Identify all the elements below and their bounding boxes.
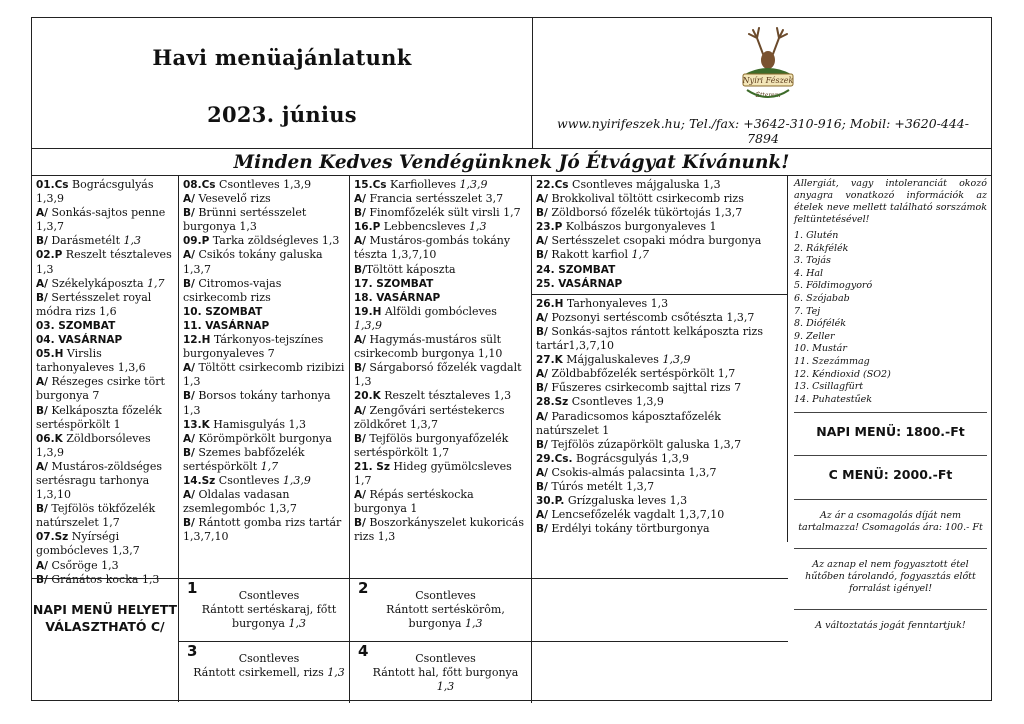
menu-entry (354, 333, 527, 361)
menu-entry (536, 192, 783, 206)
alternative-option (179, 579, 350, 641)
menu-entry-dish: Brokkolival töltött csirkecomb rizs (547, 192, 744, 206)
header-contact-block (533, 18, 991, 148)
storage-note: Az aznap el nem fogyasztott étel hűtőben tárolandó, fogyasztás előtt forralást igényel! (805, 558, 976, 594)
menu-entry-dish: Reszelt tésztaleves 1,3 (380, 389, 512, 403)
menu-entry-dish: Reszelt tésztaleves 1,3 (36, 248, 172, 276)
menu-entry-day: B/ (354, 263, 366, 276)
option-main-text: Rántott sertéskaraj, főtt burgonya (201, 603, 337, 630)
menu-entry-day: A/ (536, 410, 548, 423)
menu-entry-allergens: 1,3 (123, 234, 141, 248)
menu-entry-day: 24. SZOMBAT (536, 263, 616, 276)
menu-entry (354, 488, 527, 516)
menu-entry-day: 20.K (354, 390, 381, 403)
menu-entry (536, 508, 783, 522)
option-main (364, 603, 527, 631)
allergy-intro: Allergiát, vagy intoleranciát okozó anyagra vonatkozó információk az ételek neve mellett található sorszámok feltüntetésével! (794, 178, 987, 225)
menu-entry-dish: Csokis-almás palacsinta 1,3,7 (547, 465, 717, 479)
menu-entry-allergens: 1,3,9 (354, 318, 382, 332)
menu-entry-dish: Szemes babfőzelék sertéspörkölt (183, 445, 305, 473)
menu-entry (183, 516, 345, 544)
menu-entry-dish: Sonkás-sajtos rántott kelkáposzta rizs tartár1,3,7,10 (536, 324, 763, 353)
menu-entry (536, 438, 783, 452)
menu-entry-day: A/ (36, 207, 48, 220)
menu-entry-allergens: 1,7 (260, 459, 279, 473)
menu-entry-dish: Francia sertésszelet 3,7 (365, 192, 504, 206)
menu-entry-day: 12.H (183, 334, 211, 347)
menu-entry-dish: Csontleves 1,3,9 (215, 178, 312, 191)
menu-entry (183, 361, 345, 389)
menu-entry-day: A/ (36, 277, 48, 290)
allergen-item: 1. Glutén (794, 230, 839, 241)
menu-entry-day: 17. SZOMBAT (354, 277, 434, 290)
menu-entry-dish: Sárgaborsó főzelék vagdalt 1,3 (354, 361, 522, 389)
menu-entry (36, 432, 174, 460)
menu-entry-day: 25. VASÁRNAP (536, 277, 623, 290)
menu-entry (183, 248, 345, 276)
menu-entry (354, 291, 527, 305)
menu-entry-dish: Finomfőzelék sült virsli 1,7 (365, 206, 521, 220)
menu-entry-dish: Csontleves (215, 473, 283, 487)
option-number: 1 (187, 579, 198, 597)
allergen-item: 9. Zeller (794, 330, 835, 342)
c-menu-price: C MENÜ: 2000.-Ft (828, 467, 953, 483)
menu-entry (536, 297, 783, 311)
menu-entry-day: A/ (536, 466, 548, 479)
menu-entry (536, 234, 783, 248)
menu-entry (36, 234, 174, 248)
menu-entry-day: 03. SZOMBAT (36, 319, 116, 332)
menu-entry-dish: Lebbencsleves (380, 220, 469, 234)
option-allergens: 1,3 (436, 680, 455, 693)
menu-entry-dish: Tarka zöldségleves 1,3 (209, 234, 340, 248)
menu-entry (183, 488, 345, 516)
month-title: 2023. június (207, 102, 357, 127)
menu-entry (536, 395, 783, 409)
menu-entry-day: A/ (354, 404, 366, 417)
menu-entry-dish: Lencsefőzelék vagdalt 1,3,7,10 (547, 508, 725, 522)
option-text (364, 652, 527, 694)
alternative-option (179, 641, 350, 703)
menu-entry-dish: Zöldbabfőzelék sertéspörkölt 1,7 (547, 367, 736, 381)
menu-entry-dish: Borsos tokány tarhonya 1,3 (183, 389, 331, 417)
option-main (193, 603, 345, 631)
menu-entry-dish: Citromos-vajas csirkecomb rizs (183, 276, 282, 304)
menu-column-week3 (350, 176, 532, 578)
menu-entry-day: A/ (183, 432, 195, 445)
svg-text:Étterem: Étterem (755, 92, 781, 99)
menu-entry-day: B/ (36, 573, 48, 586)
menu-entry-day: 23.P (536, 221, 563, 234)
menu-entry (36, 460, 174, 502)
menu-entry-day: A/ (183, 489, 195, 502)
menu-entry (354, 389, 527, 403)
menu-entry (536, 206, 783, 220)
menu-entry-day: B/ (536, 325, 548, 338)
menu-entry (536, 367, 783, 381)
menu-entry (354, 234, 527, 262)
menu-entry (183, 234, 345, 248)
page-title: Havi menüajánlatunk (152, 45, 412, 70)
menu-entry-day: B/ (183, 446, 195, 459)
menu-entry-dish: Boszorkányszelet kukoricás rizs 1,3 (354, 516, 524, 544)
greeting-banner: Minden Kedves Vendégünknek Jó Étvágyat Kívánunk! (32, 149, 991, 176)
menu-entry (183, 446, 345, 474)
menu-entry-dish: Töltött káposzta (365, 262, 456, 276)
daily-menu-price: NAPI MENÜ: 1800.-Ft (816, 424, 965, 440)
menu-entry-day: B/ (354, 517, 366, 530)
menu-entry (183, 277, 345, 305)
menu-entry-day: B/ (536, 523, 548, 536)
menu-entry (183, 206, 345, 234)
menu-entry (36, 333, 174, 347)
menu-entry (36, 347, 174, 375)
option-allergens: 1,3 (327, 666, 345, 679)
menu-entry-day: 06.K (36, 432, 63, 445)
allergen-item: 3. Tojás (794, 255, 831, 267)
menu-entry (354, 460, 527, 488)
menu-entry-dish: Zöldborsóleves 1,3,9 (36, 431, 151, 459)
menu-entry-day: B/ (536, 480, 548, 493)
menu-entry-day: 11. VASÁRNAP (183, 319, 270, 332)
divider (794, 609, 987, 610)
menu-entry-day: 18. VASÁRNAP (354, 291, 441, 304)
menu-entry (354, 220, 527, 234)
menu-entry-day: 29.Cs. (536, 452, 573, 465)
option-allergens: 1,3 (464, 617, 483, 630)
menu-entry (354, 192, 527, 206)
menu-page (31, 17, 992, 701)
allergen-item: 8. Diófélék (794, 318, 847, 330)
menu-entry-dish: Nyírségi gombócleves 1,3,7 (36, 530, 140, 558)
menu-entry-day: B/ (36, 404, 48, 417)
menu-entry (354, 305, 527, 333)
menu-entry-day: 01.Cs (36, 179, 69, 191)
menu-entry-day: 14.Sz (183, 474, 216, 487)
menu-entry-day: 13.K (183, 418, 210, 431)
menu-entry-dish: Alföldi gombócleves (381, 304, 497, 318)
menu-entry (354, 361, 527, 389)
menu-entry-day: 02.P (36, 249, 63, 262)
menu-entry-dish: Grízgaluska leves 1,3 (564, 494, 688, 508)
menu-entry (36, 206, 174, 234)
option-soup: Csontleves (238, 652, 300, 665)
week-separator (532, 294, 787, 295)
menu-entry-day: 28.Sz (536, 396, 569, 409)
menu-entry (536, 494, 783, 508)
menu-entry-dish: Brünni sertésszelet burgonya 1,3 (183, 206, 307, 234)
allergen-item: 2. Rákfélék (794, 242, 849, 254)
menu-entry-day: B/ (536, 207, 548, 220)
menu-entry (536, 466, 783, 480)
allergen-item: 11. Szezámmag (794, 355, 870, 367)
menu-entry-dish: Paradicsomos káposztafőzelék natúrszelet 1 (536, 409, 721, 437)
menu-entry (183, 305, 345, 319)
menu-entry-dish: Karfiolleves (386, 178, 460, 191)
menu-entry (183, 192, 345, 206)
menu-entry-day: B/ (36, 503, 48, 516)
menu-entry-day: B/ (354, 207, 366, 220)
option-main-text: Rántott csirkemell, rizs (193, 666, 328, 679)
menu-entry-day: 30.P. (536, 495, 565, 508)
divider (794, 455, 987, 456)
option-main-text: Rántott sertéskörôm, burgonya (386, 603, 505, 630)
menu-entry-allergens: 1,3,9 (459, 178, 488, 191)
menu-entry-day: A/ (36, 460, 48, 473)
menu-entry-dish: Kolbászos burgonyaleves 1 (562, 220, 717, 234)
menu-entry-day: A/ (354, 193, 366, 206)
menu-entry (36, 375, 174, 403)
menu-entry-day: B/ (36, 235, 48, 248)
menu-entry-day: 22.Cs (536, 179, 569, 191)
menu-entry (183, 178, 345, 192)
menu-entry-dish: Csontleves 1,3,9 (568, 395, 664, 409)
allergen-item: 4. Hal (794, 267, 824, 279)
rights-note: A változtatás jogát fenntartjuk! (815, 619, 966, 631)
menu-entry (536, 452, 783, 466)
info-column (788, 176, 993, 703)
option-text (193, 589, 345, 631)
menu-entry-day: 09.P (183, 235, 210, 248)
menu-entry (536, 410, 783, 438)
menu-entry-day: B/ (183, 517, 195, 530)
menu-entry-allergens: 1,7 (147, 276, 165, 290)
menu-entry (183, 418, 345, 432)
alternatives-section (32, 578, 788, 702)
divider (794, 548, 987, 549)
menu-entry-day: A/ (536, 235, 548, 248)
menu-entry (354, 206, 527, 220)
option-main (193, 666, 345, 680)
menu-entry-dish: Répás sertéskocka burgonya 1 (354, 488, 474, 516)
contact-info: www.nyirifeszek.hu; Tel./fax: +3642-310-916; Mobil: +3620-444-7894 (557, 116, 969, 146)
menu-entry (536, 178, 783, 192)
menu-entry-dish: Hamisgulyás 1,3 (209, 417, 307, 431)
menu-entry-day: A/ (183, 362, 195, 375)
menu-entry (536, 353, 783, 367)
header-title-block (32, 18, 533, 148)
menu-entry-dish: Tejfölös zúzapörkölt galuska 1,3,7 (547, 437, 742, 451)
menu-entry (36, 319, 174, 333)
menu-entry (354, 178, 527, 192)
menu-entry-dish: Tárkonyos-tejszínes burgonyaleves 7 (183, 333, 324, 361)
menu-entry-day: B/ (536, 438, 548, 451)
menu-entry-dish: Sertésszelet csopaki módra burgonya (547, 234, 762, 248)
menu-entry (354, 263, 527, 277)
svg-text:Nyíri Fészek: Nyíri Fészek (742, 76, 794, 85)
menu-entry-dish: Hideg gyümölcsleves 1,7 (354, 459, 512, 487)
menu-column-week1 (32, 176, 179, 586)
menu-entry-day: 07.Sz (36, 531, 69, 544)
menu-entry-dish: Gránátos kocka 1,3 (47, 572, 160, 586)
alternative-option (350, 579, 532, 641)
menu-entry-day: 26.H (536, 297, 564, 310)
alternative-option (350, 641, 532, 703)
menu-entry (536, 325, 783, 353)
menu-entry-dish: Zöldborsó főzelék tükörtojás 1,3,7 (547, 206, 743, 220)
menu-entry-dish: Csontleves májgaluska 1,3 (568, 178, 721, 191)
menu-entry (36, 277, 174, 291)
menu-entry-dish: Körömpörkölt burgonya (194, 431, 332, 445)
menu-entry-day: B/ (36, 291, 48, 304)
menu-entry-dish: Májgaluskaleves (562, 353, 663, 367)
menu-entry (183, 333, 345, 361)
menu-entry (36, 530, 174, 558)
menu-entry (536, 522, 783, 536)
menu-entry (183, 474, 345, 488)
menu-entry-day: A/ (36, 376, 48, 389)
menu-entry-dish: Töltött csirkecomb rizibizi 1,3 (183, 361, 345, 389)
menu-entry-allergens: 1,3,9 (662, 353, 691, 367)
menu-entry-day: A/ (354, 235, 366, 248)
menu-entry-day: 27.K (536, 354, 563, 367)
menu-entry-dish: Csőröge 1,3 (47, 558, 119, 572)
menu-entry-day: B/ (536, 249, 548, 262)
menu-entry-day: A/ (536, 368, 548, 381)
menu-entry-day: A/ (536, 509, 548, 522)
menu-entry-dish: Mustáros-zöldséges sertésragu tarhonya 1,3,10 (36, 459, 163, 502)
menu-entry-day: B/ (183, 277, 195, 290)
menu-entry-day: B/ (354, 362, 366, 375)
menu-entry (536, 263, 783, 277)
menu-entry-dish: Székelykáposzta (47, 276, 148, 290)
menu-entry (354, 277, 527, 291)
menu-entry (36, 559, 174, 573)
menu-entry (354, 404, 527, 432)
allergen-item: 5. Földimogyoró (794, 280, 873, 292)
menu-entry-day: B/ (183, 207, 195, 220)
menu-entry-day: 16.P (354, 221, 381, 234)
alternatives-label: NAPI MENÜ HELYETT VÁLASZTHATÓ C/ (32, 579, 179, 702)
menu-entry-day: B/ (183, 390, 195, 403)
menu-entry-dish: Csikós tokány galuska 1,3,7 (183, 248, 323, 276)
menu-entry-day: 08.Cs (183, 179, 216, 191)
menu-entry-dish: Rántott gomba rizs tartár 1,3,7,10 (183, 516, 342, 544)
menu-entry-day: 05.H (36, 348, 64, 361)
menu-entry-dish: Zengővári sertéstekercs zöldkőret 1,3,7 (354, 403, 505, 431)
menu-entry-dish: Tejfölös tökfőzelék natúrszelet 1,7 (36, 502, 156, 530)
menu-entry (536, 220, 783, 234)
menu-entry-dish: Sertésszelet royal módra rizs 1,6 (36, 290, 152, 318)
packaging-note: Az ár a csomagolás díját nem tartalmazza! Csomagolás ára: 100.- Ft (798, 509, 983, 533)
menu-entry-dish: Hagymás-mustáros sült csirkecomb burgonya 1,10 (354, 333, 503, 361)
menu-entry-dish: Rakott karfiol (547, 248, 632, 262)
menu-entry-day: A/ (36, 559, 48, 572)
menu-entry-dish: Vesevelő rizs (194, 192, 271, 206)
menu-entry-dish: Bográcsgulyás 1,3,9 (572, 451, 689, 465)
option-soup: Csontleves (415, 652, 476, 665)
menu-entry-dish: Mustáros-gombás tokány tészta 1,3,7,10 (354, 234, 511, 262)
menu-entry (36, 502, 174, 530)
menu-entry-dish: Bográcsgulyás 1,3,9 (36, 178, 154, 206)
allergen-item: 13. Csillagfürt (794, 381, 864, 393)
menu-entry (536, 277, 783, 291)
option-text (364, 589, 527, 631)
menu-entry (36, 291, 174, 319)
menu-entry-dish: Oldalas vadasan zsemlegombóc 1,3,7 (183, 488, 297, 516)
allergen-item: 10. Mustár (794, 343, 847, 355)
menu-entry (183, 432, 345, 446)
option-number: 3 (187, 642, 198, 660)
menu-entry-dish: Tarhonyaleves 1,3 (563, 296, 669, 310)
menu-entry-dish: Részeges csirke tört burgonya 7 (36, 375, 165, 403)
menu-entry (36, 404, 174, 432)
option-number: 2 (358, 579, 369, 597)
menu-entry (354, 516, 527, 544)
menu-entry-day: A/ (354, 334, 366, 347)
menu-entry (536, 248, 783, 262)
option-main-text: Rántott hal, főtt burgonya (372, 666, 519, 679)
option-main (364, 666, 527, 694)
option-soup: Csontleves (238, 589, 300, 602)
menu-entry-day: 04. VASÁRNAP (36, 334, 123, 347)
restaurant-logo (733, 24, 803, 110)
menu-entry-day: A/ (354, 489, 366, 502)
option-text (193, 652, 345, 680)
menu-entry (183, 389, 345, 417)
option-soup: Csontleves (415, 589, 476, 602)
menu-entry (36, 178, 174, 206)
menu-entry-allergens: 1,3,9 (282, 473, 311, 487)
menu-entry-dish: Erdélyi tokány törtburgonya (547, 522, 710, 536)
menu-entry-allergens: 1,7 (631, 248, 650, 262)
divider (794, 499, 987, 500)
menu-entry-day: B/ (354, 432, 366, 445)
allergen-item: 12. Kéndioxid (SO2) (794, 368, 891, 380)
menu-entry (536, 480, 783, 494)
allergen-item: 6. Szójabab (794, 292, 850, 304)
menu-entry-day: 10. SZOMBAT (183, 305, 263, 318)
option-number: 4 (358, 642, 369, 660)
menu-entry-dish: Sonkás-sajtos penne 1,3,7 (36, 206, 166, 234)
divider (794, 412, 987, 413)
menu-entry-day: A/ (536, 311, 548, 324)
menu-entry-dish: Fűszeres csirkecomb sajttal rizs 7 (547, 381, 742, 395)
menu-entry-dish: Virslis tarhonyaleves 1,3,6 (36, 347, 146, 375)
menu-entry-day: B/ (536, 382, 548, 395)
menu-entry-day: 19.H (354, 305, 382, 318)
menu-entry-dish: Tejfölös burgonyafőzelék sertéspörkölt 1,7 (354, 431, 509, 459)
menu-entry (536, 381, 783, 395)
option-allergens: 1,3 (288, 617, 306, 630)
menu-column-week2 (179, 176, 350, 578)
menu-entry-dish: Kelkáposzta főzelék sertéspörkölt 1 (36, 403, 162, 431)
allergen-item: 7. Tej (794, 305, 821, 317)
menu-entry (36, 248, 174, 276)
menu-entry-day: 15.Cs (354, 179, 387, 191)
menu-entry (536, 311, 783, 325)
menu-entry-day: A/ (183, 249, 195, 262)
menu-entry-day: A/ (183, 193, 195, 206)
menu-entry-allergens: 1,3 (468, 220, 487, 234)
header (32, 18, 991, 149)
allergy-list (794, 230, 987, 406)
empty-cell-divider (532, 641, 788, 642)
menu-entry (183, 319, 345, 333)
menu-column-week4 (532, 176, 788, 542)
menu-entry-dish: Túrós metélt 1,3,7 (547, 479, 655, 493)
menu-entry-dish: Darásmetélt (47, 234, 124, 248)
menu-entry (354, 432, 527, 460)
menu-entry-day: 21. Sz (354, 460, 390, 473)
allergen-item: 14. Puhatestűek (794, 393, 873, 405)
menu-entry-day: A/ (536, 193, 548, 206)
menu-entry-dish: Pozsonyi sertéscomb csőtészta 1,3,7 (547, 310, 755, 324)
